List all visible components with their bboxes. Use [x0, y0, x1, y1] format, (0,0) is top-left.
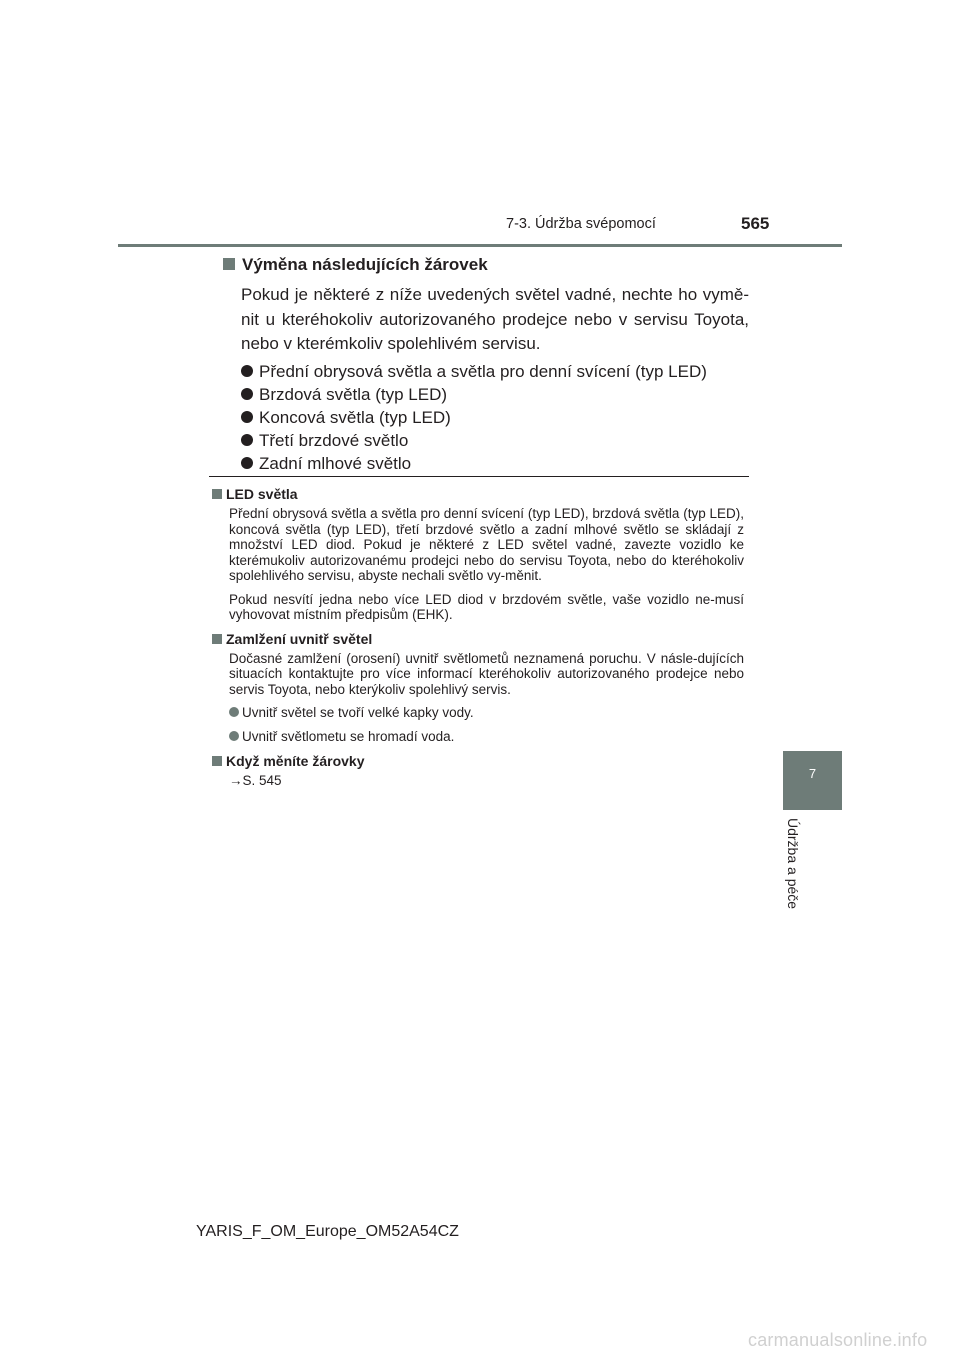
- list-item-text: Přední obrysová světla a světla pro denní svícení (typ LED): [259, 361, 707, 381]
- watermark: carmanualsonline.info: [748, 1330, 928, 1350]
- note-paragraph: Dočasné zamlžení (orosení) uvnitř světlometů neznamená poruchu. V násle-dujících situacích kontaktujte pro více informací kteréhokoliv autorizovaného prodejce nebo servis Toyota, nebo kterýkoliv spolehlivý servis.: [229, 650, 744, 697]
- square-bullet-icon: [212, 489, 222, 499]
- note-title: Zamlžení uvnitř světel: [226, 630, 373, 647]
- bullet-icon: [241, 365, 253, 377]
- square-bullet-icon: [212, 634, 222, 644]
- bullet-icon: [229, 707, 239, 717]
- note-title: LED světla: [226, 486, 298, 502]
- note-list-item: [229, 705, 744, 721]
- square-bullet-icon: [223, 258, 235, 270]
- square-bullet-icon: [212, 756, 222, 766]
- note-paragraph: Přední obrysová světla a světla pro denní svícení (typ LED), brzdová světla (typ LED), koncová světla (typ LED), třetí brzdové světlo a zadní mlhové světlo se skládají z množství LED diod. Pokud je některé z LED světel vadné, zavezte vozidlo ke kterémukoliv autorizovanému prodejci nebo do servisu Toyota, nebo do kteréhokoliv spolehlivého servisu, abyste nechali světlo vy-měnit.: [229, 506, 744, 583]
- note-heading-fog: [212, 631, 744, 647]
- list-item-text: Zadní mlhové světlo: [259, 453, 412, 473]
- notes-divider: [209, 476, 749, 477]
- bullet-icon: [241, 457, 253, 469]
- document-code: YARIS_F_OM_Europe_OM52A54CZ: [196, 1223, 459, 1240]
- list-item-text: Třetí brzdové světlo: [259, 430, 409, 450]
- main-section: [223, 254, 749, 472]
- section-title: Výměna následujících žárovek: [242, 255, 488, 274]
- bullet-icon: [241, 434, 253, 446]
- note-paragraph: Pokud nesvítí jedna nebo více LED diod v brzdovém světle, vaše vozidlo ne-musí vyhovovat místním předpisům (EHK).: [229, 591, 744, 622]
- list-item: [241, 430, 749, 450]
- bullet-icon: [241, 411, 253, 423]
- section-heading: [223, 254, 749, 276]
- chapter-label: Údržba a péče: [785, 818, 801, 910]
- page-reference-link[interactable]: →S. 545: [229, 773, 282, 788]
- section-paragraph: Pokud je některé z níže uvedených světel vadné, nechte ho vymě-nit u kteréhokoliv autorizovaného prodejce nebo v servisu Toyota, nebo v kterémkoliv spolehlivém servisu.: [241, 285, 749, 353]
- note-title: Když měníte žárovky: [226, 753, 365, 769]
- note-list-item-text: Uvnitř světlometu se hromadí voda.: [242, 729, 455, 744]
- header-section-title: 7-3. Údržba svépomocí: [506, 216, 656, 232]
- list-item-text: Brzdová světla (typ LED): [259, 384, 448, 404]
- note-heading-led: [212, 486, 744, 502]
- list-item: [241, 407, 749, 427]
- list-item: [241, 453, 749, 473]
- chapter-tab: [783, 751, 842, 810]
- list-item-text: Koncová světla (typ LED): [259, 407, 451, 427]
- bullet-icon: [241, 388, 253, 400]
- bullet-icon: [229, 731, 239, 741]
- note-list-item: [229, 729, 744, 745]
- list-item: [241, 361, 749, 381]
- notes-section: [212, 486, 744, 789]
- note-list-item-text: Uvnitř světel se tvoří velké kapky vody.: [242, 705, 474, 720]
- note-heading-bulbs: [212, 753, 744, 769]
- header-divider: [118, 244, 842, 247]
- chapter-number: 7: [808, 766, 817, 781]
- list-item: [241, 384, 749, 404]
- page-number: 565: [741, 214, 770, 233]
